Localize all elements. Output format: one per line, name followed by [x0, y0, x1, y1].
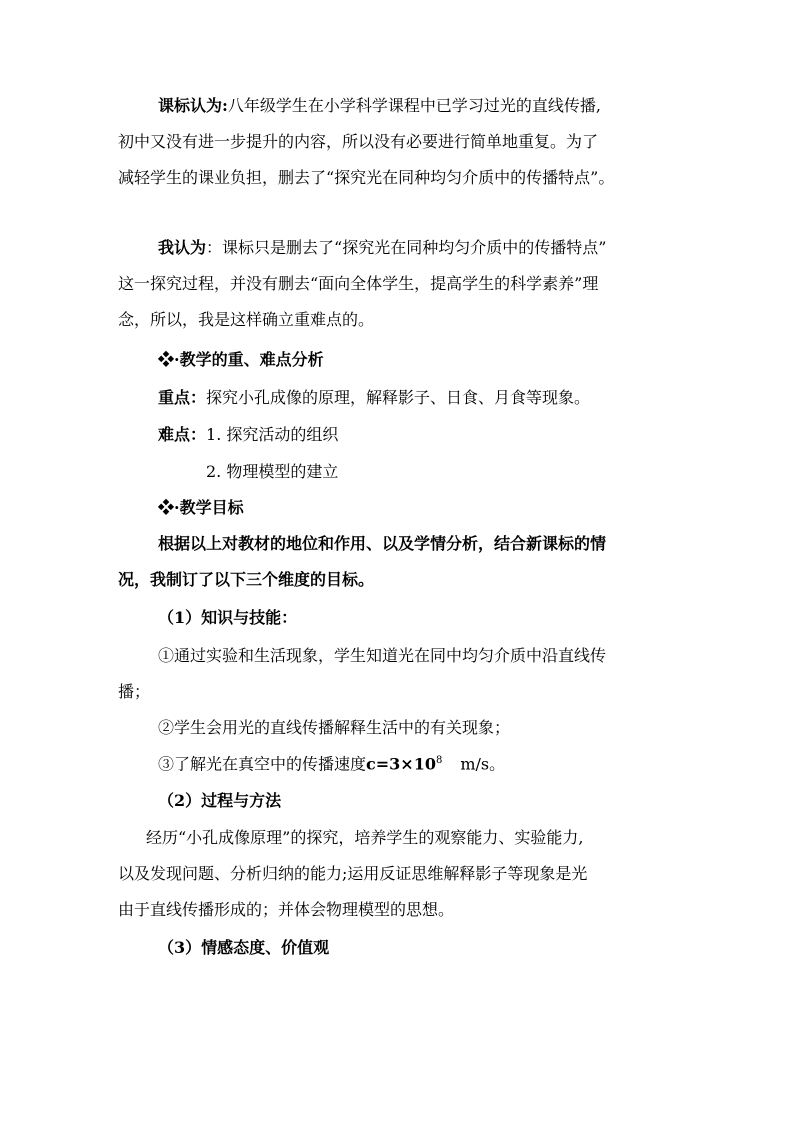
- heading-key-difficulty: ❖·教学的重、难点分析: [158, 350, 324, 369]
- subheading-process-method: （2）过程与方法: [158, 791, 282, 810]
- opinion-text-1: ：课标只是删去了“探究光在同种均匀介质中的传播特点”: [206, 238, 607, 257]
- difficulty-line-1: [158, 427, 338, 443]
- subheading-attitude-values: （3）情感态度、价值观: [158, 938, 330, 957]
- key-point-text: 探究小孔成像的原理，解释影子、日食、月食等现象。: [206, 388, 591, 407]
- paragraph-curriculum-line-2: 初中又没有进一步提升的内容，所以没有必要进行简单地重复。为了: [118, 132, 599, 151]
- paragraph-opinion-line-2: 这一探究过程，并没有删去“面向全体学生，提高学生的科学素养”理: [118, 274, 599, 293]
- goal-item-b: ②学生会用光的直线传播解释生活中的有关现象；: [158, 718, 511, 737]
- goal-item-c-text: ③了解光在真空中的传播速度: [158, 754, 367, 774]
- process-line-3: 由于直线传播形成的；并体会物理模型的思想。: [118, 900, 455, 919]
- speed-formula: c=3×10: [366, 754, 436, 774]
- speed-exponent: 8: [435, 755, 443, 766]
- paragraph-curriculum-line-1: [158, 98, 601, 114]
- key-point-line: [158, 390, 590, 406]
- speed-unit: m/s。: [460, 754, 506, 774]
- process-line-2: 以及发现问题、分析归纳的能力;运用反证思维解释影子等现象是光: [118, 864, 588, 883]
- process-line-1: 经历“小孔成像原理”的探究，培养学生的观察能力、实验能力,: [146, 828, 584, 847]
- paragraph-opinion-line-3: 念，所以，我是这样确立重难点的。: [118, 310, 375, 329]
- paragraph-opinion-line-1: [158, 240, 606, 256]
- opinion-lead: 我认为: [158, 238, 207, 257]
- goals-intro-line-2: 况，我制订了以下三个维度的目标。: [118, 570, 375, 589]
- curriculum-lead: 课标认为:: [158, 96, 228, 115]
- goal-item-a-line-1: ①通过实验和生活现象，学生知道光在同中均匀介质中沿直线传: [158, 646, 607, 665]
- goals-intro-line-1: 根据以上对教材的地位和作用、以及学情分析，结合新课标的情: [158, 534, 607, 553]
- subheading-knowledge-skills: （1）知识与技能：: [158, 608, 298, 627]
- goal-item-c: [158, 756, 505, 772]
- key-point-label: 重点：: [158, 388, 207, 407]
- difficulty-item-2: 2. 物理模型的建立: [206, 462, 339, 481]
- difficulty-label: 难点：: [158, 425, 207, 444]
- goal-item-a-line-2: 播；: [118, 682, 151, 701]
- difficulty-item-1: 1. 探究活动的组织: [206, 425, 339, 444]
- paragraph-curriculum-line-3: 减轻学生的课业负担，删去了“探究光在同种均匀介质中的传播特点”。: [118, 168, 615, 187]
- curriculum-text-1: 八年级学生在小学科学课程中已学习过光的直线传播,: [227, 96, 602, 115]
- heading-goals: ❖·教学目标: [158, 498, 244, 517]
